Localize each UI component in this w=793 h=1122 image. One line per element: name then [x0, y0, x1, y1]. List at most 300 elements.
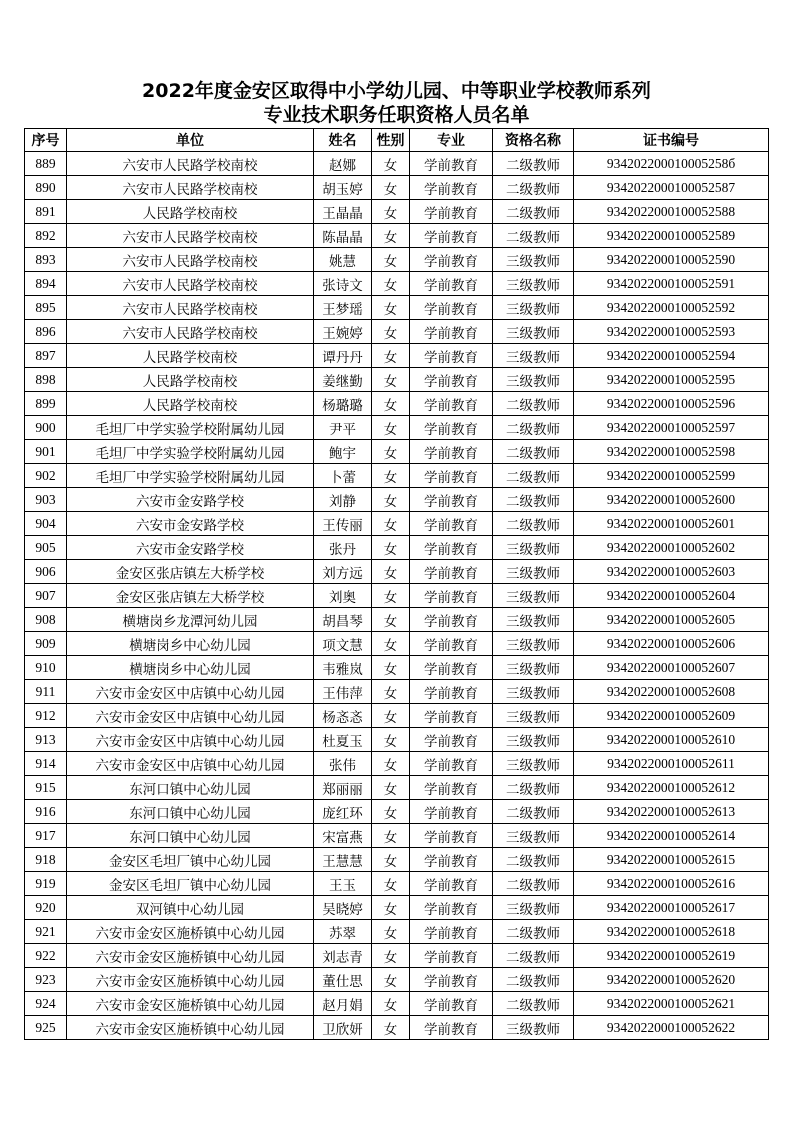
row-major: 学前教育 [410, 992, 493, 1016]
row-index: 916 [25, 800, 67, 824]
row-name: 赵月娟 [314, 992, 372, 1016]
table-row [25, 512, 769, 536]
row-certificate-number: 9342022000100052590 [574, 248, 769, 272]
row-qualification: 二级教师 [493, 224, 574, 248]
row-gender: 女 [372, 344, 410, 368]
row-certificate-number: 9342022000100052603 [574, 560, 769, 584]
row-gender: 女 [372, 632, 410, 656]
row-name: 杜夏玉 [314, 728, 372, 752]
row-name: 卜蕾 [314, 464, 372, 488]
row-unit: 六安市金安路学校 [67, 488, 314, 512]
table-row [25, 848, 769, 872]
row-gender: 女 [372, 440, 410, 464]
row-name: 鲍宇 [314, 440, 372, 464]
row-qualification: 二级教师 [493, 392, 574, 416]
row-unit: 人民路学校南校 [67, 392, 314, 416]
row-unit: 六安市人民路学校南校 [67, 320, 314, 344]
row-gender: 女 [372, 464, 410, 488]
row-certificate-number: 9342022000100052608 [574, 680, 769, 704]
table-row [25, 920, 769, 944]
row-gender: 女 [372, 296, 410, 320]
table-row [25, 584, 769, 608]
row-qualification: 三级教师 [493, 344, 574, 368]
row-qualification: 三级教师 [493, 560, 574, 584]
row-unit: 六安市人民路学校南校 [67, 248, 314, 272]
table-row [25, 392, 769, 416]
row-index: 920 [25, 896, 67, 920]
row-gender: 女 [372, 920, 410, 944]
row-gender: 女 [372, 800, 410, 824]
row-qualification: 二级教师 [493, 872, 574, 896]
row-qualification: 三级教师 [493, 680, 574, 704]
row-name: 刘静 [314, 488, 372, 512]
row-unit: 六安市金安区施桥镇中心幼儿园 [67, 944, 314, 968]
row-qualification: 二级教师 [493, 920, 574, 944]
row-index: 891 [25, 200, 67, 224]
row-index: 925 [25, 1016, 67, 1040]
document-title-line2: 专业技术职务任职资格人员名单 [263, 104, 530, 126]
row-index: 913 [25, 728, 67, 752]
row-major: 学前教育 [410, 608, 493, 632]
row-index: 911 [25, 680, 67, 704]
row-qualification: 二级教师 [493, 800, 574, 824]
row-unit: 东河口镇中心幼儿园 [67, 800, 314, 824]
table-header-row [25, 129, 769, 152]
row-name: 张诗文 [314, 272, 372, 296]
row-name: 张伟 [314, 752, 372, 776]
row-major: 学前教育 [410, 728, 493, 752]
row-index: 907 [25, 584, 67, 608]
row-qualification: 二级教师 [493, 776, 574, 800]
row-gender: 女 [372, 1016, 410, 1040]
row-gender: 女 [372, 704, 410, 728]
row-qualification: 三级教师 [493, 632, 574, 656]
header-index: 序号 [25, 129, 67, 152]
row-major: 学前教育 [410, 392, 493, 416]
row-qualification: 三级教师 [493, 296, 574, 320]
header-certificate-number: 证书编号 [574, 129, 769, 152]
row-major: 学前教育 [410, 152, 493, 176]
row-qualification: 二级教师 [493, 176, 574, 200]
row-gender: 女 [372, 824, 410, 848]
row-certificate-number: 9342022000100052605 [574, 608, 769, 632]
row-certificate-number: 9342022000100052595 [574, 368, 769, 392]
row-major: 学前教育 [410, 680, 493, 704]
row-major: 学前教育 [410, 200, 493, 224]
row-qualification: 二级教师 [493, 992, 574, 1016]
row-major: 学前教育 [410, 368, 493, 392]
row-name: 胡昌琴 [314, 608, 372, 632]
row-unit: 东河口镇中心幼儿园 [67, 776, 314, 800]
row-certificate-number: 9342022000100052609 [574, 704, 769, 728]
row-gender: 女 [372, 416, 410, 440]
row-qualification: 二级教师 [493, 416, 574, 440]
row-index: 919 [25, 872, 67, 896]
row-unit: 六安市人民路学校南校 [67, 152, 314, 176]
row-certificate-number: 9342022000100052616 [574, 872, 769, 896]
row-certificate-number: 9342022000100052622 [574, 1016, 769, 1040]
row-unit: 金安区张店镇左大桥学校 [67, 560, 314, 584]
row-certificate-number: 9342022000100052615 [574, 848, 769, 872]
row-certificate-number: 9342022000100052621 [574, 992, 769, 1016]
table-row [25, 344, 769, 368]
row-unit: 人民路学校南校 [67, 368, 314, 392]
row-index: 898 [25, 368, 67, 392]
row-name: 谭丹丹 [314, 344, 372, 368]
row-name: 胡玉婷 [314, 176, 372, 200]
row-index: 912 [25, 704, 67, 728]
table-row [25, 608, 769, 632]
row-major: 学前教育 [410, 296, 493, 320]
row-unit: 六安市金安区施桥镇中心幼儿园 [67, 968, 314, 992]
row-gender: 女 [372, 848, 410, 872]
row-index: 894 [25, 272, 67, 296]
row-name: 姜继勤 [314, 368, 372, 392]
row-gender: 女 [372, 752, 410, 776]
row-gender: 女 [372, 320, 410, 344]
table-row [25, 776, 769, 800]
row-certificate-number: 9342022000100052587 [574, 176, 769, 200]
row-certificate-number: 9342022000100052599 [574, 464, 769, 488]
row-index: 906 [25, 560, 67, 584]
row-gender: 女 [372, 200, 410, 224]
table-row [25, 944, 769, 968]
row-certificate-number: 9342022000100052604 [574, 584, 769, 608]
row-gender: 女 [372, 152, 410, 176]
table-row [25, 560, 769, 584]
row-certificate-number: 9342022000100052594 [574, 344, 769, 368]
row-certificate-number: 9342022000100052588 [574, 200, 769, 224]
row-qualification: 二级教师 [493, 440, 574, 464]
row-qualification: 二级教师 [493, 968, 574, 992]
row-name: 杨璐璐 [314, 392, 372, 416]
row-unit: 六安市金安区施桥镇中心幼儿园 [67, 920, 314, 944]
row-index: 908 [25, 608, 67, 632]
table-row [25, 488, 769, 512]
row-major: 学前教育 [410, 176, 493, 200]
row-index: 900 [25, 416, 67, 440]
row-unit: 东河口镇中心幼儿园 [67, 824, 314, 848]
row-certificate-number: 934202200010005258б [574, 152, 769, 176]
row-name: 吴晓婷 [314, 896, 372, 920]
row-certificate-number: 9342022000100052612 [574, 776, 769, 800]
row-certificate-number: 9342022000100052598 [574, 440, 769, 464]
row-major: 学前教育 [410, 464, 493, 488]
table-row [25, 152, 769, 176]
row-index: 923 [25, 968, 67, 992]
row-certificate-number: 9342022000100052607 [574, 656, 769, 680]
row-major: 学前教育 [410, 344, 493, 368]
header-unit: 单位 [67, 129, 314, 152]
table-row [25, 416, 769, 440]
row-certificate-number: 9342022000100052610 [574, 728, 769, 752]
row-qualification: 三级教师 [493, 1016, 574, 1040]
row-gender: 女 [372, 680, 410, 704]
row-certificate-number: 9342022000100052593 [574, 320, 769, 344]
row-certificate-number: 9342022000100052591 [574, 272, 769, 296]
row-gender: 女 [372, 392, 410, 416]
table-row [25, 536, 769, 560]
row-gender: 女 [372, 992, 410, 1016]
row-major: 学前教育 [410, 872, 493, 896]
row-unit: 双河镇中心幼儿园 [67, 896, 314, 920]
row-unit: 六安市金安区中店镇中心幼儿园 [67, 728, 314, 752]
row-certificate-number: 9342022000100052589 [574, 224, 769, 248]
row-index: 895 [25, 296, 67, 320]
row-major: 学前教育 [410, 848, 493, 872]
row-unit: 六安市金安区施桥镇中心幼儿园 [67, 992, 314, 1016]
row-gender: 女 [372, 248, 410, 272]
row-name: 王玉 [314, 872, 372, 896]
table-row [25, 200, 769, 224]
row-name: 王梦瑶 [314, 296, 372, 320]
row-unit: 金安区毛坦厂镇中心幼儿园 [67, 848, 314, 872]
table-row [25, 224, 769, 248]
row-certificate-number: 9342022000100052614 [574, 824, 769, 848]
row-name: 郑丽丽 [314, 776, 372, 800]
row-unit: 六安市人民路学校南校 [67, 272, 314, 296]
row-major: 学前教育 [410, 272, 493, 296]
table-row [25, 1016, 769, 1040]
row-name: 苏翠 [314, 920, 372, 944]
row-certificate-number: 9342022000100052596 [574, 392, 769, 416]
row-qualification: 二级教师 [493, 512, 574, 536]
row-major: 学前教育 [410, 968, 493, 992]
personnel-table [24, 128, 769, 1040]
row-name: 张丹 [314, 536, 372, 560]
row-gender: 女 [372, 512, 410, 536]
row-qualification: 三级教师 [493, 824, 574, 848]
row-major: 学前教育 [410, 536, 493, 560]
row-index: 897 [25, 344, 67, 368]
row-unit: 六安市金安区中店镇中心幼儿园 [67, 752, 314, 776]
row-unit: 六安市人民路学校南校 [67, 296, 314, 320]
row-unit: 人民路学校南校 [67, 344, 314, 368]
row-name: 庞红环 [314, 800, 372, 824]
row-unit: 横塘岗乡中心幼儿园 [67, 656, 314, 680]
row-major: 学前教育 [410, 488, 493, 512]
row-name: 王传丽 [314, 512, 372, 536]
row-index: 914 [25, 752, 67, 776]
row-qualification: 三级教师 [493, 320, 574, 344]
row-certificate-number: 9342022000100052601 [574, 512, 769, 536]
row-unit: 横塘岗乡中心幼儿园 [67, 632, 314, 656]
row-gender: 女 [372, 272, 410, 296]
row-index: 903 [25, 488, 67, 512]
row-certificate-number: 9342022000100052617 [574, 896, 769, 920]
table-row [25, 464, 769, 488]
row-gender: 女 [372, 944, 410, 968]
row-gender: 女 [372, 728, 410, 752]
row-major: 学前教育 [410, 800, 493, 824]
row-name: 王伟萍 [314, 680, 372, 704]
table-row [25, 728, 769, 752]
row-major: 学前教育 [410, 224, 493, 248]
table-row [25, 968, 769, 992]
row-major: 学前教育 [410, 584, 493, 608]
row-index: 918 [25, 848, 67, 872]
row-name: 尹平 [314, 416, 372, 440]
row-major: 学前教育 [410, 656, 493, 680]
row-index: 889 [25, 152, 67, 176]
row-major: 学前教育 [410, 560, 493, 584]
table-row [25, 320, 769, 344]
table-row [25, 656, 769, 680]
table-row [25, 632, 769, 656]
header-major: 专业 [410, 129, 493, 152]
row-major: 学前教育 [410, 512, 493, 536]
row-gender: 女 [372, 176, 410, 200]
row-name: 刘志青 [314, 944, 372, 968]
row-gender: 女 [372, 872, 410, 896]
row-gender: 女 [372, 488, 410, 512]
table-body [25, 152, 769, 1040]
row-gender: 女 [372, 608, 410, 632]
row-certificate-number: 9342022000100052602 [574, 536, 769, 560]
row-qualification: 二级教师 [493, 944, 574, 968]
row-gender: 女 [372, 656, 410, 680]
row-name: 韦雅岚 [314, 656, 372, 680]
row-name: 董仕思 [314, 968, 372, 992]
row-unit: 六安市金安区中店镇中心幼儿园 [67, 704, 314, 728]
row-unit: 金安区毛坦厂镇中心幼儿园 [67, 872, 314, 896]
row-unit: 横塘岗乡龙潭河幼儿园 [67, 608, 314, 632]
header-qualification: 资格名称 [493, 129, 574, 152]
row-unit: 六安市金安区中店镇中心幼儿园 [67, 680, 314, 704]
table-row [25, 896, 769, 920]
row-gender: 女 [372, 776, 410, 800]
row-name: 赵娜 [314, 152, 372, 176]
row-major: 学前教育 [410, 776, 493, 800]
row-name: 刘奥 [314, 584, 372, 608]
row-qualification: 二级教师 [493, 848, 574, 872]
table-row [25, 296, 769, 320]
row-major: 学前教育 [410, 920, 493, 944]
row-index: 921 [25, 920, 67, 944]
row-major: 学前教育 [410, 824, 493, 848]
row-certificate-number: 9342022000100052620 [574, 968, 769, 992]
row-certificate-number: 9342022000100052606 [574, 632, 769, 656]
row-unit: 六安市人民路学校南校 [67, 176, 314, 200]
row-qualification: 二级教师 [493, 152, 574, 176]
header-name: 姓名 [314, 129, 372, 152]
table-row [25, 704, 769, 728]
document-title-line1: 2022年度金安区取得中小学幼儿园、中等职业学校教师系列 [142, 80, 651, 102]
row-major: 学前教育 [410, 632, 493, 656]
row-certificate-number: 9342022000100052592 [574, 296, 769, 320]
row-major: 学前教育 [410, 1016, 493, 1040]
row-major: 学前教育 [410, 440, 493, 464]
row-gender: 女 [372, 896, 410, 920]
row-index: 917 [25, 824, 67, 848]
row-gender: 女 [372, 584, 410, 608]
row-certificate-number: 9342022000100052600 [574, 488, 769, 512]
row-unit: 六安市人民路学校南校 [67, 224, 314, 248]
row-index: 899 [25, 392, 67, 416]
row-name: 宋富燕 [314, 824, 372, 848]
table-row [25, 872, 769, 896]
row-unit: 六安市金安路学校 [67, 512, 314, 536]
row-qualification: 三级教师 [493, 704, 574, 728]
table-row [25, 176, 769, 200]
row-qualification: 三级教师 [493, 752, 574, 776]
row-name: 王婉婷 [314, 320, 372, 344]
row-unit: 毛坦厂中学实验学校附属幼儿园 [67, 464, 314, 488]
row-unit: 六安市金安区施桥镇中心幼儿园 [67, 1016, 314, 1040]
row-index: 905 [25, 536, 67, 560]
row-name: 杨忞忞 [314, 704, 372, 728]
row-unit: 人民路学校南校 [67, 200, 314, 224]
row-unit: 六安市金安路学校 [67, 536, 314, 560]
row-index: 904 [25, 512, 67, 536]
row-unit: 金安区张店镇左大桥学校 [67, 584, 314, 608]
table-row [25, 824, 769, 848]
row-unit: 毛坦厂中学实验学校附属幼儿园 [67, 440, 314, 464]
row-qualification: 二级教师 [493, 464, 574, 488]
table-row [25, 680, 769, 704]
row-qualification: 三级教师 [493, 272, 574, 296]
row-index: 910 [25, 656, 67, 680]
row-index: 896 [25, 320, 67, 344]
row-qualification: 三级教师 [493, 536, 574, 560]
row-qualification: 三级教师 [493, 584, 574, 608]
row-certificate-number: 9342022000100052597 [574, 416, 769, 440]
row-qualification: 三级教师 [493, 608, 574, 632]
table-row [25, 800, 769, 824]
row-index: 902 [25, 464, 67, 488]
row-gender: 女 [372, 536, 410, 560]
row-name: 姚慧 [314, 248, 372, 272]
table-row [25, 440, 769, 464]
table-row [25, 248, 769, 272]
table-row [25, 272, 769, 296]
row-major: 学前教育 [410, 752, 493, 776]
row-qualification: 三级教师 [493, 728, 574, 752]
row-major: 学前教育 [410, 248, 493, 272]
header-gender: 性别 [372, 129, 410, 152]
row-gender: 女 [372, 224, 410, 248]
row-index: 924 [25, 992, 67, 1016]
row-major: 学前教育 [410, 320, 493, 344]
row-gender: 女 [372, 560, 410, 584]
row-qualification: 三级教师 [493, 248, 574, 272]
row-name: 王慧慧 [314, 848, 372, 872]
row-qualification: 三级教师 [493, 896, 574, 920]
row-index: 909 [25, 632, 67, 656]
row-index: 890 [25, 176, 67, 200]
row-certificate-number: 9342022000100052613 [574, 800, 769, 824]
row-name: 王晶晶 [314, 200, 372, 224]
row-major: 学前教育 [410, 896, 493, 920]
row-gender: 女 [372, 968, 410, 992]
row-unit: 毛坦厂中学实验学校附属幼儿园 [67, 416, 314, 440]
row-index: 893 [25, 248, 67, 272]
row-certificate-number: 9342022000100052618 [574, 920, 769, 944]
row-name: 卫欣妍 [314, 1016, 372, 1040]
row-qualification: 三级教师 [493, 656, 574, 680]
row-name: 刘方远 [314, 560, 372, 584]
row-name: 项文慧 [314, 632, 372, 656]
row-index: 892 [25, 224, 67, 248]
row-index: 901 [25, 440, 67, 464]
row-qualification: 二级教师 [493, 488, 574, 512]
row-major: 学前教育 [410, 416, 493, 440]
row-certificate-number: 9342022000100052611 [574, 752, 769, 776]
table-row [25, 752, 769, 776]
row-index: 922 [25, 944, 67, 968]
row-major: 学前教育 [410, 704, 493, 728]
row-index: 915 [25, 776, 67, 800]
